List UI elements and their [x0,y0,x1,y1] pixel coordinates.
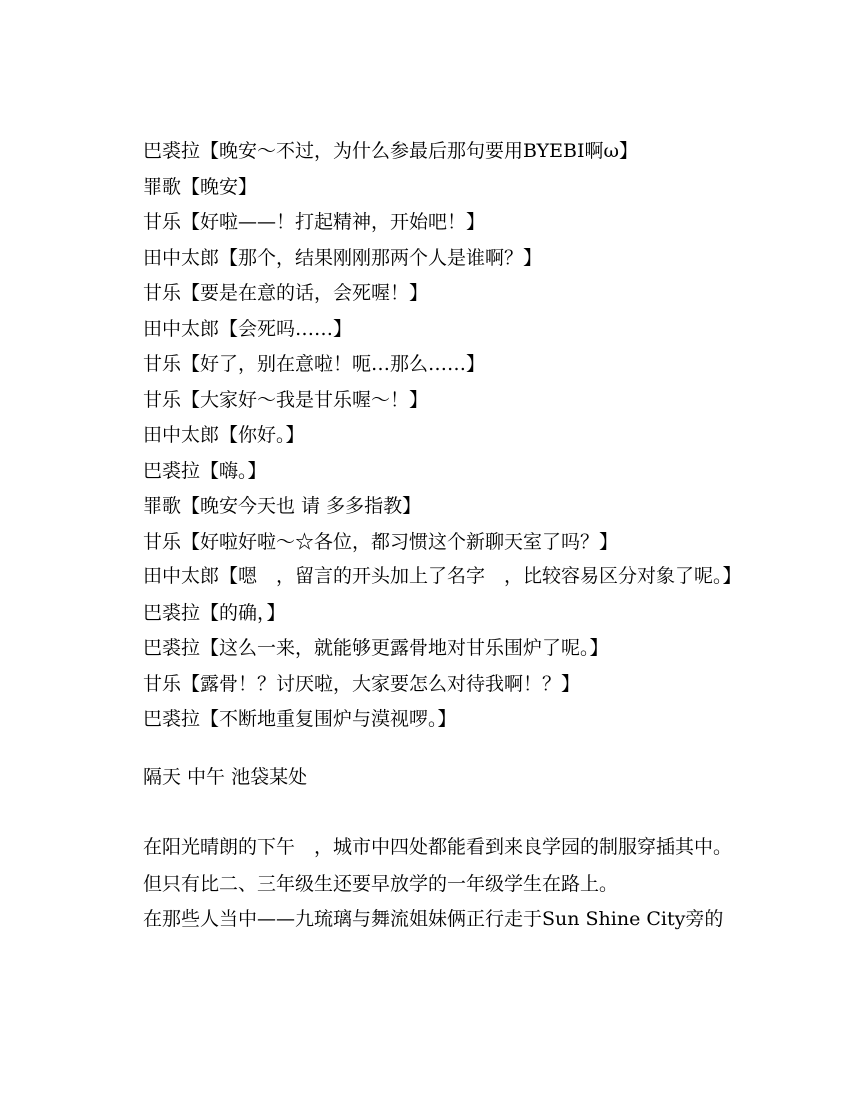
dialogue-line: 罪歌【晚安今天也 请 多多指教】 [143,495,422,517]
dialogue-line-wrapped: 田中太郎【嗯 ，留言的开头加上了名字 ，比较容易区分对象了呢。】 [143,565,742,587]
dialogue-line: 巴裘拉【嗨。】 [143,459,267,482]
section-gap [100,795,752,831]
dialogue-line: 甘乐【好了，别在意啦！呃…那么……】 [143,353,486,375]
dialogue-line: 田中太郎【你好。】 [143,424,305,446]
dialogue-line: 甘乐【好啦——！打起精神，开始吧！】 [143,211,486,233]
dialogue-line: 甘乐【大家好～我是甘乐喔～！】 [143,388,429,411]
section-gap [100,738,752,760]
scene-heading: 隔天 中午 池袋某处 [143,765,308,788]
dialogue-line: 甘乐【露骨！？讨厌啦，大家要怎么对待我啊！？】 [143,672,581,695]
dialogue-line: 巴裘拉【晚安～不过，为什么参最后那句要用BYEBI啊ω】 [143,140,639,162]
narration-paragraph: 但只有比二、三年级生还要早放学的一年级学生在路上。 [143,872,619,895]
dialogue-line: 巴裘拉【的确，】 [143,601,286,624]
dialogue-line: 甘乐【好啦好啦～☆各位，都习惯这个新聊天室了吗？】 [143,530,619,553]
dialogue-line: 甘乐【要是在意的话，会死喔！】 [143,282,429,304]
dialogue-line: 田中太郎【会死吗……】 [143,317,353,340]
dialogue-line: 罪歌【晚安】 [143,175,258,198]
dialogue-line: 巴裘拉【不断地重复围炉与漠视啰。】 [143,708,457,730]
dialogue-line: 巴裘拉【这么一来，就能够更露骨地对甘乐围炉了呢。】 [143,637,609,659]
narration-paragraph: 在那些人当中——九琉璃与舞流姐妹俩正行走于Sun Shine City旁的 [143,908,724,930]
narration-paragraph: 在阳光晴朗的下午 ，城市中四处都能看到来良学园的制服穿插其中。 [143,836,733,858]
dialogue-line: 田中太郎【那个，结果刚刚那两个人是谁啊？】 [143,246,543,269]
document-body [100,134,752,938]
